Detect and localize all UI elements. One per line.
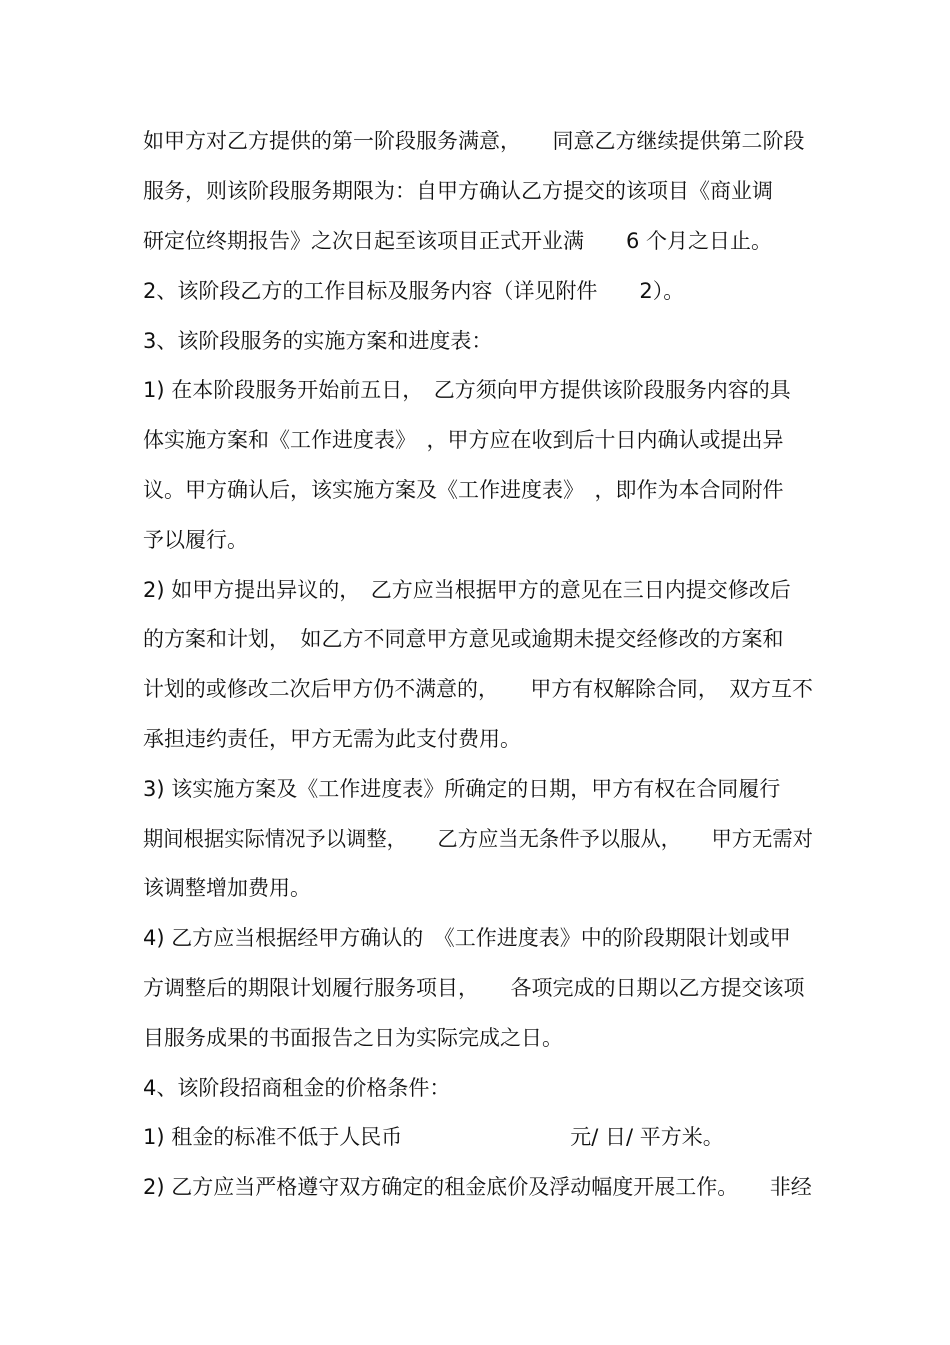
text-line: 1) 在本阶段服务开始前五日， 乙方须向甲方提供该阶段服务内容的具	[143, 378, 791, 402]
text-line: 的方案和计划， 如乙方不同意甲方意见或逾期未提交经修改的方案和	[143, 627, 784, 651]
text-line: 3) 该实施方案及《工作进度表》所确定的日期，甲方有权在合同履行	[143, 777, 781, 801]
text-line: 2) 如甲方提出异议的， 乙方应当根据甲方的意见在三日内提交修改后	[143, 578, 791, 602]
text-line: 2、该阶段乙方的工作目标及服务内容（详见附件 2）。	[143, 279, 685, 303]
text-line: 承担违约责任，甲方无需为此支付费用。	[143, 727, 521, 751]
text-line: 该调整增加费用。	[143, 876, 311, 900]
text-line: 1) 租金的标准不低于人民币 元/ 日/ 平方米。	[143, 1125, 724, 1149]
text-line: 议。甲方确认后，该实施方案及《工作进度表》 ，即作为本合同附件	[143, 478, 784, 502]
text-line: 体实施方案和《工作进度表》 ，甲方应在收到后十日内确认或提出异	[143, 428, 784, 452]
text-line: 研定位终期报告》之次日起至该项目正式开业满 6 个月之日止。	[143, 229, 773, 253]
text-line: 服务，则该阶段服务期限为：自甲方确认乙方提交的该项目《商业调	[143, 179, 773, 203]
text-line: 4、该阶段招商租金的价格条件：	[143, 1076, 451, 1100]
text-line: 予以履行。	[143, 528, 248, 552]
text-line: 2) 乙方应当严格遵守双方确定的租金底价及浮动幅度开展工作。 非经	[143, 1175, 812, 1199]
text-line: 期间根据实际情况予以调整， 乙方应当无条件予以服从， 甲方无需对	[143, 827, 813, 851]
text-line: 目服务成果的书面报告之日为实际完成之日。	[143, 1026, 563, 1050]
text-line: 计划的或修改二次后甲方仍不满意的， 甲方有权解除合同， 双方互不	[143, 677, 813, 701]
text-line: 如甲方对乙方提供的第一阶段服务满意， 同意乙方继续提供第二阶段	[143, 129, 805, 153]
text-line: 方调整后的期限计划履行服务项目， 各项完成的日期以乙方提交该项	[143, 976, 805, 1000]
text-line: 3、该阶段服务的实施方案和进度表：	[143, 329, 493, 353]
text-line: 4) 乙方应当根据经甲方确认的 《工作进度表》中的阶段期限计划或甲	[143, 926, 791, 950]
